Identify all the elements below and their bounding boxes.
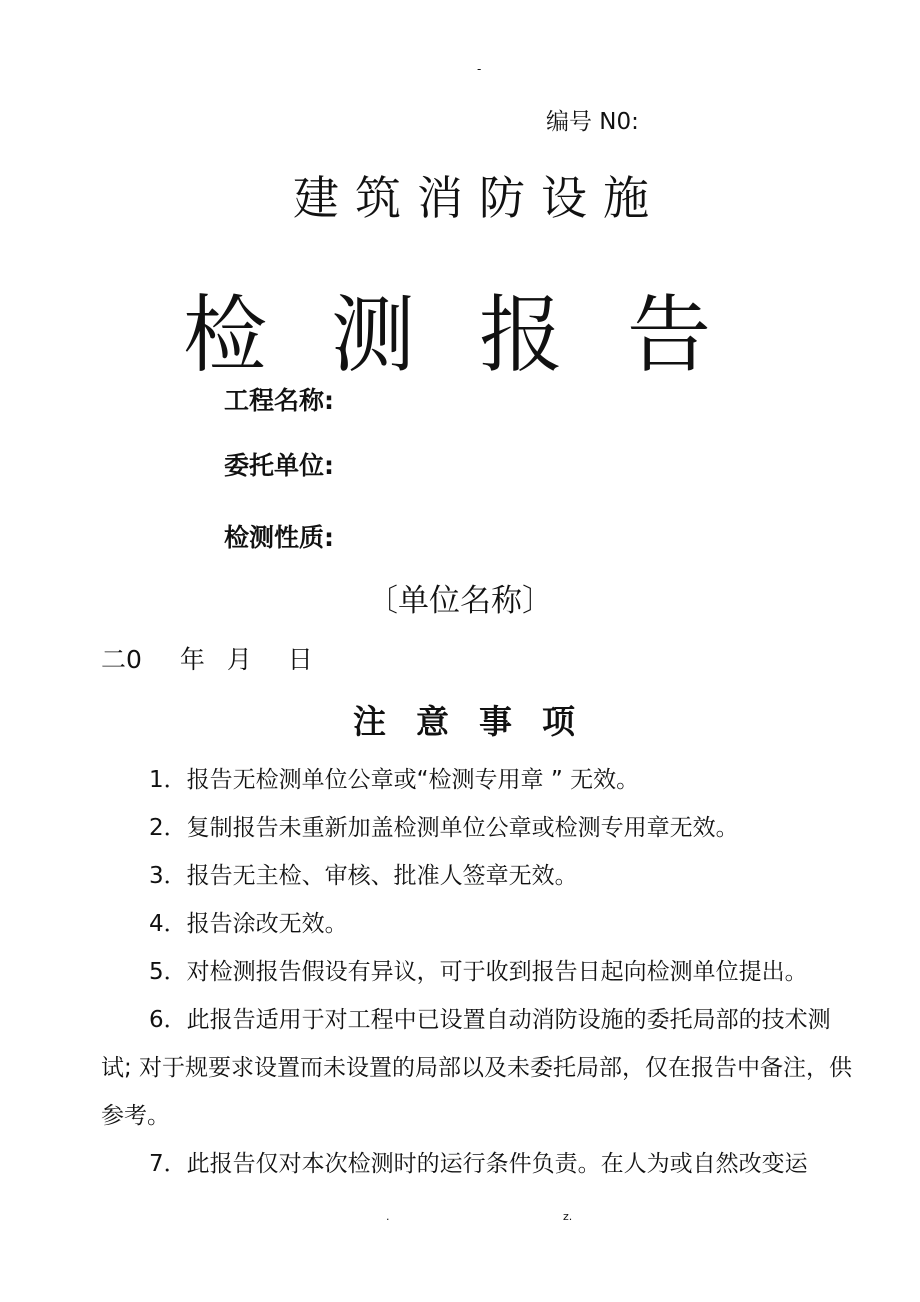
date-day: 日 <box>287 645 313 674</box>
field-client-unit: 委托单位: <box>224 451 334 480</box>
document-number-label: 编号 N0: <box>546 109 639 135</box>
note-item: 4．报告涂改无效。 <box>149 911 348 937</box>
field-project-name: 工程名称: <box>224 386 334 415</box>
document-subtitle: 建筑消防设施 <box>293 171 665 225</box>
document-title: 检测报告 <box>182 286 775 384</box>
unit-name: 〔单位名称〕 <box>367 583 553 619</box>
note-item: 7．此报告仅对本次检测时的运行条件负责。在人为或自然改变运 <box>149 1151 808 1177</box>
footer-mark-right: z. <box>563 1210 573 1223</box>
note-item: 2．复制报告未重新加盖检测单位公章或检测专用章无效。 <box>149 815 739 841</box>
notes-list <box>101 756 861 1188</box>
footer-mark-left: . <box>386 1210 390 1223</box>
notes-heading: 注意事项 <box>353 702 605 741</box>
note-item: 3．报告无主检、审核、批准人签章无效。 <box>149 863 578 889</box>
date-year: 年 <box>179 645 205 674</box>
date-prefix: 二0 <box>101 645 142 674</box>
note-item: 5．对检测报告假设有异议，可于收到报告日起向检测单位提出。 <box>149 959 808 985</box>
date-month: 月 <box>226 645 252 674</box>
note-item: 1．报告无检测单位公章或“检测专用章 ” 无效。 <box>149 767 640 793</box>
field-inspection-type: 检测性质: <box>224 523 334 552</box>
date-line <box>101 640 327 676</box>
header-mark: - <box>477 62 482 76</box>
note-item: 6．此报告适用于对工程中已设置自动消防设施的委托局部的技术测试; 对于规要求设置而未设置的局部以及未委托局部，仅在报告中备注，供参考。 <box>101 1007 853 1129</box>
